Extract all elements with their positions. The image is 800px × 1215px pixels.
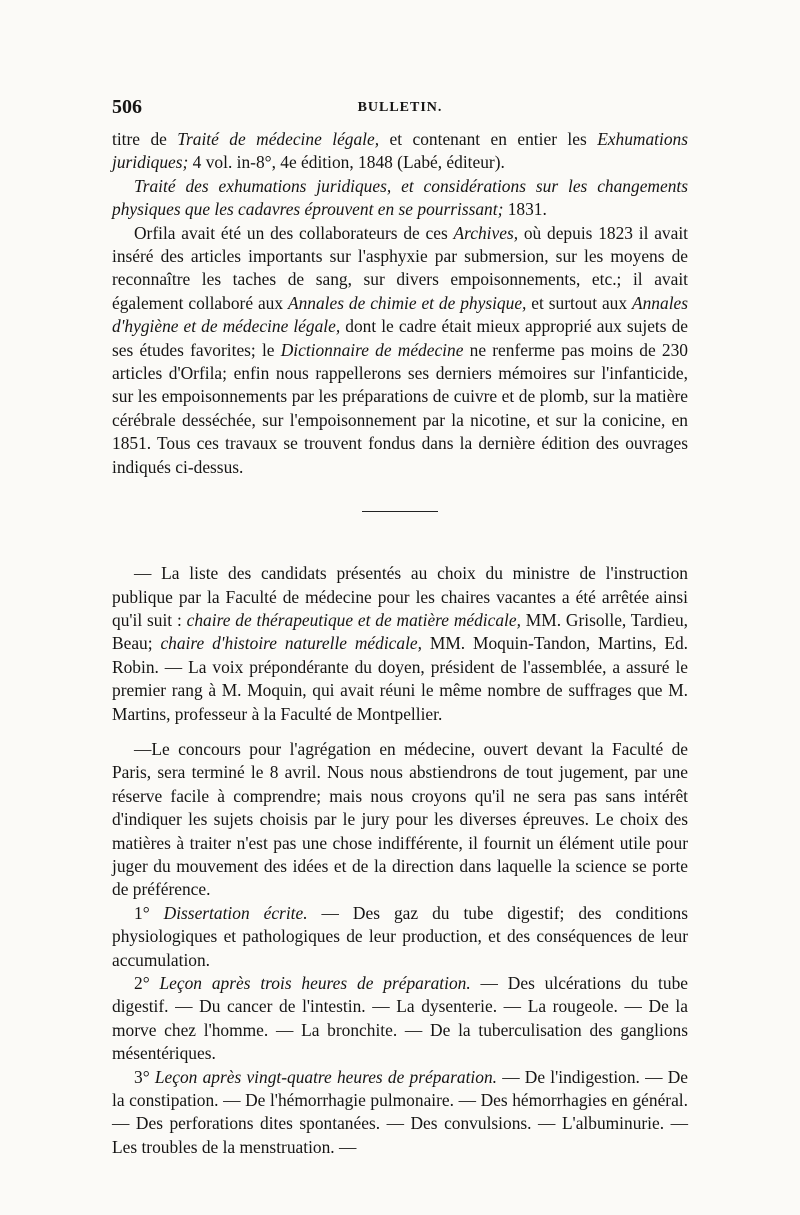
text-run: et surtout aux	[526, 292, 632, 313]
italic-run: Dissertation écrite.	[163, 902, 308, 923]
text-run: titre de	[112, 129, 178, 149]
paragraph-1-2	[112, 175, 688, 222]
paragraph-1-3	[112, 222, 688, 479]
text-run: où depuis 1823 il avait inséré des articles importants sur l'asphyxie par submersion, sur les moyens de reconnaître les taches de sang, sur divers empoisonnements, etc.; il avait également collaboré aux	[112, 222, 688, 313]
text-run: 4 vol. in-8°, 4e édition, 1848 (Labé, éditeur).	[188, 152, 505, 173]
italic-run: Traité des exhumations juridiques, et considérations sur les changements physiques que les cadavres éprouvent en se pourrissant;	[112, 175, 688, 220]
section-divider	[362, 511, 438, 512]
page-number: 506	[112, 96, 142, 118]
text-run: ne renferme pas moins de 230 articles d'Orfila; enfin nous rappellerons ses derniers mémoires sur l'infanticide, sur les empoisonnements par les préparations de cuivre et de plomb, sur la matière cérébrale desséchée, sur l'empoisonnement par la nicotine, et sur la conicine, en 1851. Tous ces travaux se trouvent fondus dans la dernière édition des ouvrages indiqués ci-dessus.	[112, 339, 688, 477]
italic-run: chaire de thérapeutique et de matière médicale,	[186, 609, 521, 630]
italic-run: Annales d'hygiène et de médecine légale,	[112, 292, 689, 337]
italic-run: Annales de chimie et de physique,	[287, 292, 527, 313]
text-run: — De l'indigestion. — De la constipation. — De l'hémorrhagie pulmonaire. — Des hémorrhagies en général. — Des perforations dites spontanées. — Des convulsions. — L'albuminurie. — Les troubles de la menstruation. —	[112, 1066, 688, 1157]
paragraph-2-5	[112, 1066, 688, 1160]
italic-run: chaire d'histoire naturelle médicale,	[160, 633, 422, 654]
paragraph-2-1	[112, 562, 688, 726]
text-run: 1°	[134, 902, 164, 923]
text-run: Orfila avait été un des collaborateurs de ces	[134, 222, 454, 243]
text-run: MM. Grisolle, Tardieu, Beau;	[112, 609, 688, 654]
text-run: 1831.	[503, 199, 547, 220]
italic-run: Traité de médecine légale,	[177, 129, 380, 149]
text-run: et contenant en entier les	[379, 129, 598, 149]
running-title: BULLETIN.	[357, 100, 443, 115]
page-header	[112, 96, 688, 128]
italic-run: Archives,	[453, 222, 519, 243]
paragraph-2-2	[112, 738, 688, 902]
text-run: dont le cadre était mieux approprié aux sujets de ses études favorites; le	[112, 316, 688, 360]
text-run: MM. Moquin-Tandon, Martins, Ed. Robin. — La voix prépondérante du doyen, président de l'assemblée, a assuré le premier rang à M. Moquin, qui avait réuni le même nombre de suffrages que M. Martins, professeur à la Faculté de Montpellier.	[112, 633, 688, 724]
paragraph-2-4	[112, 972, 688, 1066]
paragraph-gap	[112, 726, 688, 738]
italic-run: Leçon après trois heures de préparation.	[159, 973, 471, 993]
italic-run: Dictionnaire de médecine	[280, 339, 464, 360]
text-run: —Le concours pour l'agrégation en médecine, ouvert devant la Faculté de Paris, sera terminé le 8 avril. Nous nous abstiendrons de tout jugement, par une réserve facile à comprendre; mais nous croyons qu'il ne sera pas sans intérêt d'indiquer les sujets choisis par le jury pour les diverses épreuves. Le choix des matières à traiter n'est pas une chose indifférente, il fournit un élément utile pour juger du mouvement des idées et de la direction dans laquelle la science se porte de préférence.	[112, 738, 688, 900]
text-run: 2°	[134, 973, 160, 993]
text-run: — La liste des candidats présentés au choix du ministre de l'instruction publique par la Faculté de médecine pour les chaires vacantes a été arrêtée ainsi qu'il suit :	[112, 563, 688, 630]
text-run: — Des gaz du tube digestif; des conditions physiologiques et pathologiques de leur production, et des conséquences de leur accumulation.	[112, 902, 688, 970]
italic-run: Leçon après vingt-quatre heures de préparation.	[154, 1066, 497, 1087]
text-run: 3°	[134, 1066, 155, 1087]
paragraph-1-1	[112, 128, 688, 175]
text-run: — Des ulcérations du tube digestif. — Du cancer de l'intestin. — La dysenterie. — La rougeole. — De la morve chez l'homme. — La bronchite. — De la tuberculisation des ganglions mésentériques.	[112, 973, 688, 1064]
paragraph-2-3	[112, 902, 688, 972]
italic-run: Exhumations juridiques;	[112, 129, 688, 173]
